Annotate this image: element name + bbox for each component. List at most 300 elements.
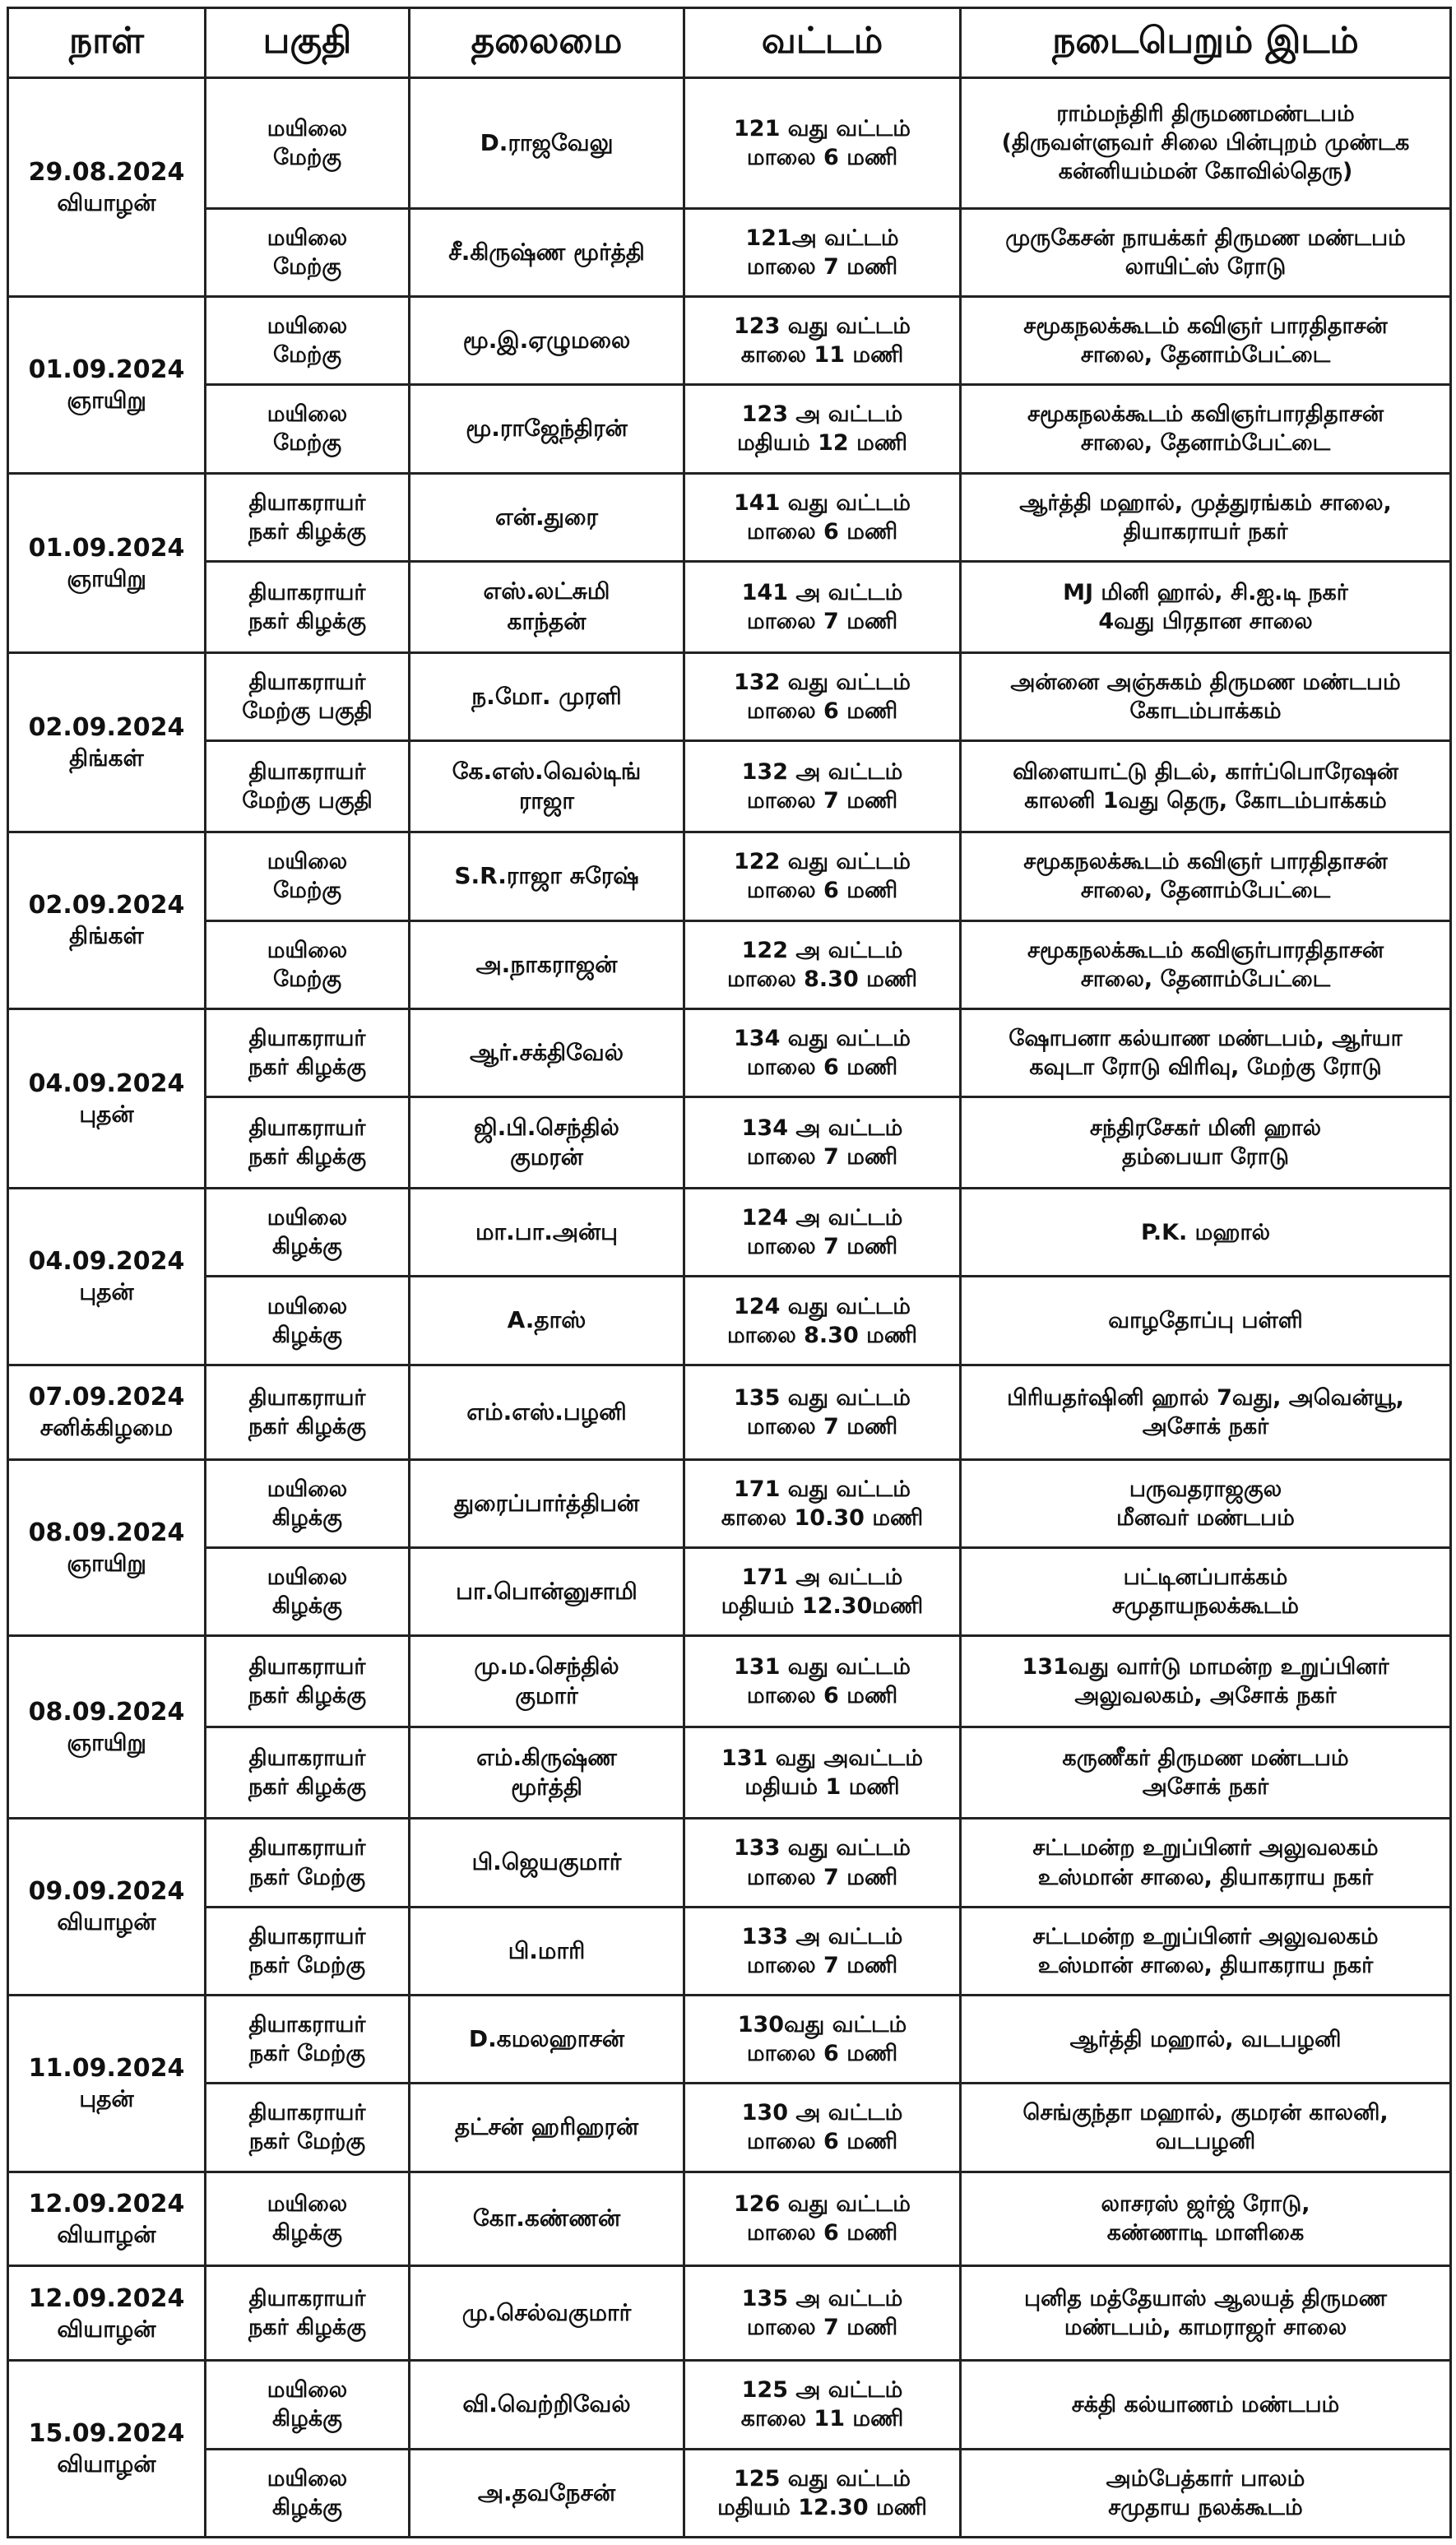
venue-cell bbox=[961, 832, 1451, 920]
ward-cell bbox=[684, 1547, 961, 1635]
area-cell bbox=[206, 473, 410, 561]
cell-line: மயிலை bbox=[267, 225, 348, 251]
cell-line: மாலை 7 மணி bbox=[746, 1952, 898, 1978]
cell-line: ஷோபனா கல்யாண மண்டபம், ஆர்யா bbox=[1009, 1025, 1403, 1051]
leader-cell bbox=[410, 1277, 684, 1365]
area-cell bbox=[206, 2172, 410, 2266]
cell-line: கோ.கண்ணன் bbox=[472, 2204, 621, 2232]
cell-line: A.தாஸ் bbox=[507, 1306, 587, 1334]
cell-line: மாலை 7 மணி bbox=[746, 2315, 898, 2341]
cell-line: கவுடா ரோடு விரிவு, மேற்கு ரோடு bbox=[1029, 1054, 1382, 1080]
ward-cell bbox=[684, 208, 961, 296]
cell-line: நகர் கிழக்கு bbox=[248, 1683, 367, 1709]
cell-line: காலை 11 மணி bbox=[740, 2406, 904, 2432]
area-cell bbox=[206, 2449, 410, 2537]
cell-line: தியாகராயர் bbox=[248, 579, 366, 605]
table-row bbox=[8, 1277, 1451, 1365]
cell-line: நகர் கிழக்கு bbox=[248, 1054, 367, 1080]
venue-cell bbox=[961, 297, 1451, 385]
cell-line: மாலை 7 மணி bbox=[746, 1864, 898, 1890]
cell-line: ராம்மந்திரி திருமணமண்டபம் bbox=[1056, 101, 1355, 127]
cell-line: 125 வது வட்டம் bbox=[734, 2465, 911, 2492]
area-cell bbox=[206, 1365, 410, 1459]
cell-line: பா.பொன்னுசாமி bbox=[456, 1577, 638, 1605]
venue-cell bbox=[961, 1636, 1451, 1727]
area-cell bbox=[206, 652, 410, 740]
date-cell bbox=[8, 1995, 206, 2172]
venue-cell bbox=[961, 1995, 1451, 2083]
leader-cell bbox=[410, 1995, 684, 2083]
area-cell bbox=[206, 385, 410, 473]
leader-cell bbox=[410, 741, 684, 832]
cell-line: சாலை, தேனாம்பேட்டை bbox=[1080, 342, 1331, 369]
leader-cell bbox=[410, 652, 684, 740]
cell-line: ஆர்.சக்திவேல் bbox=[470, 1038, 624, 1066]
cell-line: நகர் கிழக்கு bbox=[248, 518, 367, 545]
cell-line: மதியம் 12.30 மணி bbox=[717, 2494, 927, 2520]
meeting-weekday: திங்கள் bbox=[69, 744, 144, 772]
meeting-date: 08.09.2024 bbox=[28, 1698, 185, 1727]
cell-line: மூர்த்தி bbox=[511, 1773, 582, 1801]
cell-line: ஜி.பி.செந்தில் bbox=[474, 1113, 619, 1141]
meeting-weekday: ஞாயிறு bbox=[67, 564, 146, 592]
ward-cell bbox=[684, 741, 961, 832]
cell-line: பருவதராஜகுல bbox=[1129, 1476, 1282, 1502]
leader-cell bbox=[410, 2172, 684, 2266]
venue-cell bbox=[961, 920, 1451, 1008]
area-cell bbox=[206, 2361, 410, 2449]
cell-line: மு.ம.செந்தில் bbox=[474, 1652, 619, 1680]
cell-line: உஸ்மான் சாலை, தியாகராய நகர் bbox=[1037, 1864, 1374, 1890]
area-cell bbox=[206, 1277, 410, 1365]
meeting-date: 01.09.2024 bbox=[28, 355, 185, 385]
area-cell bbox=[206, 1097, 410, 1189]
date-cell bbox=[8, 652, 206, 832]
ward-cell bbox=[684, 1636, 961, 1727]
cell-line: நகர் மேற்கு bbox=[248, 1864, 366, 1890]
cell-line: 126 வது வட்டம் bbox=[734, 2191, 911, 2218]
cell-line: சட்டமன்ற உறுப்பினர் அலுவலகம் bbox=[1032, 1923, 1379, 1949]
cell-line: தியாகராயர் bbox=[248, 1835, 366, 1861]
cell-line: மதியம் 12 மணி bbox=[737, 430, 907, 457]
leader-cell bbox=[410, 1459, 684, 1547]
ward-cell bbox=[684, 1189, 961, 1277]
cell-line: 141 அ வட்டம் bbox=[741, 579, 903, 605]
cell-line: தம்பையா ரோடு bbox=[1122, 1144, 1289, 1171]
ward-cell bbox=[684, 1365, 961, 1459]
leader-cell bbox=[410, 561, 684, 652]
cell-line: காலை 10.30 மணி bbox=[721, 1504, 924, 1531]
ward-cell bbox=[684, 1277, 961, 1365]
venue-cell bbox=[961, 1547, 1451, 1635]
table-row bbox=[8, 920, 1451, 1008]
table-row bbox=[8, 2084, 1451, 2172]
cell-line: மயிலை bbox=[267, 849, 348, 875]
cell-line: தியாகராயர் bbox=[248, 2286, 366, 2312]
meeting-date: 29.08.2024 bbox=[28, 157, 185, 187]
meeting-weekday: வியாழன் bbox=[57, 2450, 156, 2478]
cell-line: 132 அ வட்டம் bbox=[741, 759, 903, 786]
venue-cell bbox=[961, 741, 1451, 832]
cell-line: 171 வது வட்டம் bbox=[734, 1476, 911, 1502]
table-row bbox=[8, 1008, 1451, 1096]
cell-line: மாலை 7 மணி bbox=[746, 1234, 898, 1260]
ward-cell bbox=[684, 385, 961, 473]
leader-cell bbox=[410, 2084, 684, 2172]
cell-line: மாலை 8.30 மணி bbox=[726, 966, 918, 992]
cell-line: தியாகராயர் bbox=[248, 1025, 366, 1051]
cell-line: 121அ வட்டம் bbox=[745, 225, 899, 251]
venue-cell bbox=[961, 208, 1451, 296]
cell-line: மாலை 6 மணி bbox=[746, 698, 898, 725]
cell-line: மேற்கு bbox=[272, 144, 342, 170]
meeting-date: 02.09.2024 bbox=[28, 712, 185, 742]
cell-line: அ.நாகராஜன் bbox=[475, 950, 618, 978]
cell-line: மேற்கு bbox=[272, 966, 342, 992]
cell-line: MJ மினி ஹால், சி.ஐ.டி நகர் bbox=[1063, 579, 1348, 605]
cell-line: சாலை, தேனாம்பேட்டை bbox=[1080, 878, 1331, 904]
cell-line: லாசரஸ் ஜர்ஜ் ரோடு, bbox=[1101, 2191, 1310, 2218]
ward-cell bbox=[684, 78, 961, 209]
cell-line: மாலை 6 மணி bbox=[746, 2129, 898, 2155]
venue-cell bbox=[961, 1097, 1451, 1189]
venue-cell bbox=[961, 2266, 1451, 2361]
leader-cell bbox=[410, 832, 684, 920]
cell-line: ந.மோ. முரளி bbox=[471, 682, 622, 710]
leader-cell bbox=[410, 208, 684, 296]
table-row bbox=[8, 2361, 1451, 2449]
cell-line: மாலை 7 மணி bbox=[746, 1144, 898, 1171]
meeting-weekday: புதன் bbox=[79, 1100, 134, 1128]
table-row bbox=[8, 832, 1451, 920]
date-cell bbox=[8, 78, 206, 297]
leader-cell bbox=[410, 2449, 684, 2537]
area-cell bbox=[206, 2084, 410, 2172]
leader-cell bbox=[410, 920, 684, 1008]
cell-line: 130வது வட்டம் bbox=[737, 2012, 907, 2037]
area-cell bbox=[206, 1547, 410, 1635]
date-cell bbox=[8, 1008, 206, 1188]
leader-cell bbox=[410, 1819, 684, 1907]
meeting-weekday: ஞாயிறு bbox=[67, 1729, 146, 1757]
area-cell bbox=[206, 1995, 410, 2083]
table-row bbox=[8, 297, 1451, 385]
venue-cell bbox=[961, 2172, 1451, 2266]
area-cell bbox=[206, 1819, 410, 1907]
cell-line: தியாகராயர் bbox=[248, 1384, 366, 1411]
cell-line: 133 அ வட்டம் bbox=[741, 1923, 903, 1949]
leader-cell bbox=[410, 1907, 684, 1995]
leader-cell bbox=[410, 1189, 684, 1277]
cell-line: சக்தி கல்யாணம் மண்டபம் bbox=[1071, 2391, 1340, 2418]
cell-line: நகர் மேற்கு bbox=[248, 2041, 366, 2067]
cell-line: பி.ஜெயகுமார் bbox=[471, 1848, 622, 1876]
table-row bbox=[8, 1819, 1451, 1907]
cell-line: 131 வது அவட்டம் bbox=[721, 1745, 923, 1772]
leader-cell bbox=[410, 1727, 684, 1819]
cell-line: 124 அ வட்டம் bbox=[741, 1205, 903, 1231]
cell-line: 121 வது வட்டம் bbox=[734, 115, 911, 141]
date-cell bbox=[8, 2361, 206, 2538]
table-row bbox=[8, 1636, 1451, 1727]
venue-cell bbox=[961, 2361, 1451, 2449]
area-cell bbox=[206, 208, 410, 296]
cell-line: சீ.கிருஷ்ண மூர்த்தி bbox=[448, 238, 645, 266]
area-cell bbox=[206, 741, 410, 832]
cell-line: தியாகராயர் bbox=[248, 759, 366, 786]
cell-line: மாலை 7 மணி bbox=[746, 1413, 898, 1439]
leader-cell bbox=[410, 1365, 684, 1459]
cell-line: எம்.கிருஷ்ண bbox=[476, 1743, 617, 1771]
area-cell bbox=[206, 2266, 410, 2361]
cell-line: 123 வது வட்டம் bbox=[734, 313, 911, 340]
cell-line: ஆர்த்தி மஹால், முத்துரங்கம் சாலை, bbox=[1019, 489, 1392, 516]
cell-line: மாலை 6 மணி bbox=[746, 144, 898, 170]
cell-line: மு.செல்வகுமார் bbox=[461, 2299, 632, 2327]
cell-line: அன்னை அஞ்சுகம் திருமண மண்டபம் bbox=[1010, 669, 1401, 695]
leader-cell bbox=[410, 2361, 684, 2449]
cell-line: மயிலை bbox=[267, 937, 348, 963]
cell-line: மயிலை bbox=[267, 1476, 348, 1502]
cell-line: மயிலை bbox=[267, 2191, 348, 2218]
area-cell bbox=[206, 1008, 410, 1096]
cell-line: வி.வெற்றிவேல் bbox=[462, 2390, 631, 2418]
cell-line: என்.துரை bbox=[495, 503, 598, 531]
ward-cell bbox=[684, 1097, 961, 1189]
cell-line: சாலை, தேனாம்பேட்டை bbox=[1080, 966, 1331, 992]
table-row bbox=[8, 208, 1451, 296]
cell-line: சந்திரசேகர் மினி ஹால் bbox=[1089, 1115, 1322, 1142]
header-date: நாள் bbox=[8, 8, 206, 78]
venue-cell bbox=[961, 1459, 1451, 1547]
venue-cell bbox=[961, 1727, 1451, 1819]
cell-line: நகர் கிழக்கு bbox=[248, 2315, 367, 2341]
venue-cell bbox=[961, 652, 1451, 740]
table-row bbox=[8, 652, 1451, 740]
ward-cell bbox=[684, 652, 961, 740]
cell-line: வடபழனி bbox=[1155, 2129, 1256, 2155]
meeting-weekday: வியாழன் bbox=[57, 2315, 156, 2343]
cell-line: 125 அ வட்டம் bbox=[741, 2377, 903, 2404]
date-cell bbox=[8, 2172, 206, 2266]
date-cell bbox=[8, 1636, 206, 1819]
ward-cell bbox=[684, 832, 961, 920]
date-cell bbox=[8, 1365, 206, 1459]
cell-line: மாலை 6 மணி bbox=[746, 518, 898, 545]
cell-line: மயிலை bbox=[267, 2465, 348, 2492]
cell-line: மூ.இ.ஏழுமலை bbox=[462, 326, 631, 354]
venue-cell bbox=[961, 1008, 1451, 1096]
meeting-date: 02.09.2024 bbox=[28, 891, 185, 920]
cell-line: குமரன் bbox=[510, 1143, 583, 1171]
leader-cell bbox=[410, 1097, 684, 1189]
ward-cell bbox=[684, 2084, 961, 2172]
cell-line: மேற்கு பகுதி bbox=[242, 698, 373, 725]
ward-cell bbox=[684, 2266, 961, 2361]
venue-cell bbox=[961, 78, 1451, 209]
area-cell bbox=[206, 78, 410, 209]
cell-line: கண்ணாடி மாளிகை bbox=[1106, 2220, 1305, 2246]
cell-line: விளையாட்டு திடல், கார்ப்பொரேஷன் bbox=[1013, 759, 1398, 786]
table-row bbox=[8, 385, 1451, 473]
cell-line: தியாகராயர் bbox=[248, 669, 366, 695]
cell-line: 124 வது வட்டம் bbox=[734, 1293, 911, 1319]
cell-line: கிழக்கு bbox=[272, 1234, 342, 1260]
cell-line: கிழக்கு bbox=[272, 1593, 342, 1620]
cell-line: 135 அ வட்டம் bbox=[741, 2286, 903, 2312]
header-ward: வட்டம் bbox=[684, 8, 961, 78]
leader-cell bbox=[410, 2266, 684, 2361]
date-cell bbox=[8, 1819, 206, 1996]
meeting-date: 11.09.2024 bbox=[28, 2054, 185, 2084]
leader-cell bbox=[410, 78, 684, 209]
cell-line: நகர் கிழக்கு bbox=[248, 1774, 367, 1801]
cell-line: 122 அ வட்டம் bbox=[741, 937, 903, 963]
cell-line: மண்டபம், காமராஜர் சாலை bbox=[1064, 2315, 1347, 2341]
ward-cell bbox=[684, 920, 961, 1008]
cell-line: 4வது பிரதான சாலை bbox=[1098, 608, 1313, 634]
cell-line: மாலை 6 மணி bbox=[746, 2041, 898, 2067]
table-row bbox=[8, 2172, 1451, 2266]
cell-line: சமுதாயநலக்கூடம் bbox=[1111, 1593, 1300, 1620]
cell-line: எஸ்.லட்சுமி bbox=[483, 577, 610, 605]
cell-line: தியாகராயர் bbox=[248, 2100, 366, 2126]
cell-line: கிழக்கு bbox=[272, 1504, 342, 1531]
cell-line: மயிலை bbox=[267, 1205, 348, 1231]
cell-line: கோடம்பாக்கம் bbox=[1129, 698, 1282, 725]
cell-line: தியாகராயர் bbox=[248, 1745, 366, 1772]
cell-line: D.ராஜவேலு bbox=[480, 128, 614, 156]
date-cell bbox=[8, 832, 206, 1009]
date-cell bbox=[8, 1189, 206, 1365]
meeting-date: 01.09.2024 bbox=[28, 533, 185, 563]
cell-line: மயிலை bbox=[267, 313, 348, 340]
cell-line: கிழக்கு bbox=[272, 2494, 342, 2520]
cell-line: சமூகநலக்கூடம் கவிஞர் பாரதிதாசன் bbox=[1023, 849, 1388, 875]
cell-line: ராஜா bbox=[518, 787, 575, 815]
cell-line: பி.மாரி bbox=[508, 1936, 586, 1964]
venue-cell bbox=[961, 1907, 1451, 1995]
meeting-date: 12.09.2024 bbox=[28, 2189, 185, 2218]
cell-line: மாலை 6 மணி bbox=[746, 2220, 898, 2246]
ward-cell bbox=[684, 1727, 961, 1819]
area-cell bbox=[206, 1907, 410, 1995]
cell-line: 122 வது வட்டம் bbox=[734, 849, 911, 875]
header-venue: நடைபெறும் இடம் bbox=[961, 8, 1451, 78]
table-body bbox=[8, 78, 1451, 2538]
venue-cell bbox=[961, 1365, 1451, 1459]
cell-line: தியாகராயர் bbox=[248, 1115, 366, 1142]
meeting-weekday: ஞாயிறு bbox=[67, 1549, 146, 1577]
meeting-date: 07.09.2024 bbox=[28, 1383, 185, 1412]
cell-line: செங்குந்தா மஹால், குமரன் காலனி, bbox=[1022, 2100, 1389, 2126]
table-row bbox=[8, 1189, 1451, 1277]
cell-line: நகர் கிழக்கு bbox=[248, 1413, 367, 1439]
cell-line: மயிலை bbox=[267, 115, 348, 141]
cell-line: 171 அ வட்டம் bbox=[741, 1565, 903, 1590]
cell-line: 131 வது வட்டம் bbox=[734, 1654, 911, 1680]
cell-line: மூ.ராஜேந்திரன் bbox=[466, 415, 628, 443]
area-cell bbox=[206, 297, 410, 385]
cell-line: சாலை, தேனாம்பேட்டை bbox=[1080, 430, 1331, 457]
leader-cell bbox=[410, 473, 684, 561]
cell-line: லாயிட்ஸ் ரோடு bbox=[1124, 253, 1287, 280]
cell-line: புனித மத்தேயாஸ் ஆலயத் திருமண bbox=[1023, 2286, 1388, 2312]
schedule-table bbox=[7, 7, 1452, 2538]
date-cell bbox=[8, 1459, 206, 1636]
table-row bbox=[8, 1995, 1451, 2083]
leader-cell bbox=[410, 297, 684, 385]
cell-line: (திருவள்ளுவர் சிலை பின்புறம் முண்டக bbox=[1001, 130, 1410, 156]
table-row bbox=[8, 2266, 1451, 2361]
ward-cell bbox=[684, 297, 961, 385]
meeting-date: 04.09.2024 bbox=[28, 1069, 185, 1098]
cell-line: 141 வது வட்டம் bbox=[734, 489, 911, 516]
cell-line: மீனவர் மண்டபம் bbox=[1116, 1504, 1295, 1531]
cell-line: சட்டமன்ற உறுப்பினர் அலுவலகம் bbox=[1032, 1835, 1379, 1861]
table-row bbox=[8, 2449, 1451, 2537]
cell-line: மாலை 6 மணி bbox=[746, 1054, 898, 1080]
cell-line: சமூகநலக்கூடம் கவிஞர் பாரதிதாசன் bbox=[1023, 313, 1388, 340]
cell-line: மயிலை bbox=[267, 2377, 348, 2404]
ward-cell bbox=[684, 1907, 961, 1995]
venue-cell bbox=[961, 1819, 1451, 1907]
cell-line: காலனி 1வது தெரு, கோடம்பாக்கம் bbox=[1024, 788, 1387, 814]
cell-line: உஸ்மான் சாலை, தியாகராய நகர் bbox=[1037, 1952, 1374, 1978]
cell-line: ஆர்த்தி மஹால், வடபழனி bbox=[1069, 2026, 1342, 2052]
area-cell bbox=[206, 561, 410, 652]
cell-line: கிழக்கு bbox=[272, 1322, 342, 1348]
table-header bbox=[8, 8, 1451, 78]
cell-line: அலுவலகம், அசோக் நகர் bbox=[1074, 1683, 1337, 1709]
cell-line: நகர் மேற்கு bbox=[248, 2129, 366, 2155]
leader-cell bbox=[410, 1008, 684, 1096]
ward-cell bbox=[684, 2361, 961, 2449]
cell-line: மேற்கு bbox=[272, 342, 342, 369]
venue-cell bbox=[961, 385, 1451, 473]
cell-line: காந்தன் bbox=[507, 607, 587, 635]
cell-line: 135 வது வட்டம் bbox=[734, 1384, 911, 1411]
table-row bbox=[8, 741, 1451, 832]
cell-line: வாழதோப்பு பள்ளி bbox=[1108, 1308, 1303, 1334]
ward-cell bbox=[684, 561, 961, 652]
cell-line: மயிலை bbox=[267, 1293, 348, 1319]
cell-line: மா.பா.அன்பு bbox=[475, 1218, 618, 1246]
ward-cell bbox=[684, 1995, 961, 2083]
cell-line: மாலை 7 மணி bbox=[746, 253, 898, 280]
meeting-weekday: புதன் bbox=[79, 2085, 134, 2113]
venue-cell bbox=[961, 473, 1451, 561]
cell-line: தியாகராயர் நகர் bbox=[1123, 518, 1288, 545]
table-row bbox=[8, 473, 1451, 561]
date-cell bbox=[8, 297, 206, 474]
cell-line: நகர் கிழக்கு bbox=[248, 1144, 367, 1171]
cell-line: 134 வது வட்டம் bbox=[734, 1025, 911, 1051]
cell-line: கன்னியம்மன் கோவில்தெரு) bbox=[1058, 159, 1353, 185]
cell-line: சமுதாய நலக்கூடம் bbox=[1108, 2494, 1303, 2520]
cell-line: P.K. மஹால் bbox=[1140, 1219, 1270, 1245]
table-row bbox=[8, 1097, 1451, 1189]
cell-line: துரைப்பார்த்திபன் bbox=[453, 1489, 640, 1517]
cell-line: மேற்கு bbox=[272, 878, 342, 904]
cell-line: 130 அ வட்டம் bbox=[741, 2100, 903, 2126]
ward-cell bbox=[684, 2449, 961, 2537]
ward-cell bbox=[684, 473, 961, 561]
cell-line: தட்சன் ஹரிஹரன் bbox=[454, 2113, 639, 2141]
cell-line: தியாகராயர் bbox=[248, 489, 366, 516]
venue-cell bbox=[961, 1189, 1451, 1277]
table-row bbox=[8, 1907, 1451, 1995]
